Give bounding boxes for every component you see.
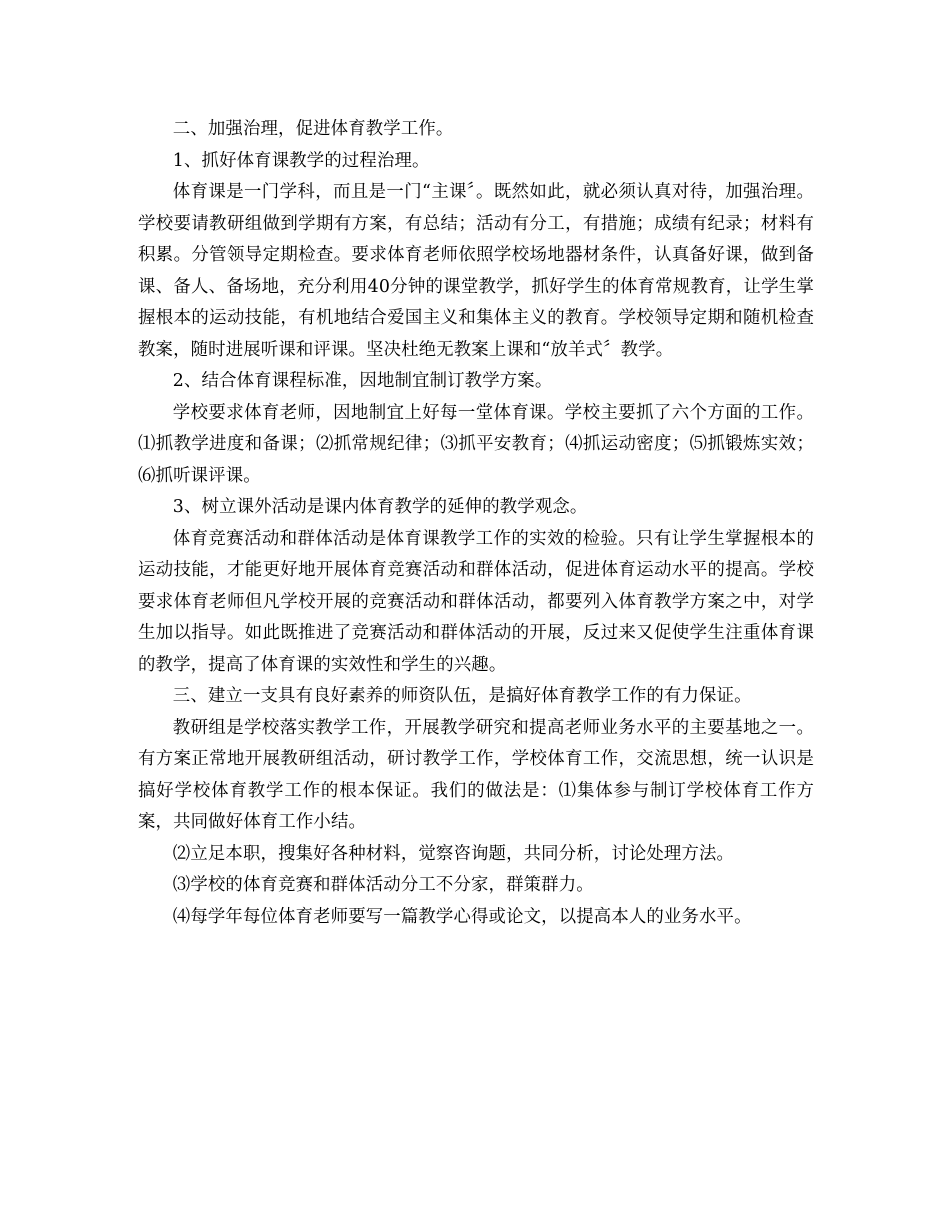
subsection-heading-2: 2、结合体育课程标准，因地制宜制订教学方案。 — [172, 371, 553, 391]
paragraph-six-aspects: 学校要求体育老师，因地制宜上好每一堂体育课。学校主要抓了六个方面的工作。⑴抓教学进度和备课；⑵抓常规纪律；⑶抓平安教育；⑷抓运动密度；⑸抓锻炼实效；⑹抓听课评课。 — [138, 402, 814, 486]
list-item-2: ⑵立足本职，搜集好各种材料，觉察咨询题，共同分析，讨论处理方法。 — [172, 843, 735, 864]
document-body — [138, 114, 814, 933]
subsection-heading-3: 3、树立课外活动是课内体育教学的延伸的教学观念。 — [172, 497, 588, 517]
paragraph-competition-activities: 体育竞赛活动和群体活动是体育课教学工作的实效的检验。只有让学生掌握根本的运动技能，才能更好地开展体育竞赛活动和群体活动，促进体育运动水平的提高。学校要求体育老师但凡学校开展的竞赛活动和群体活动，都要列入体育教学方案之中，对学生加以指导。如此既推进了竞赛活动和群体活动的开展，反过来又促使学生注重体育课的教学，提高了体育课的实效性和学生的兴趣。 — [138, 528, 814, 675]
paragraph-teaching-research-group: 教研组是学校落实教学工作，开展教学研究和提高老师业务水平的主要基地之一。有方案正常地开展教研组活动，研讨教学工作，学校体育工作，交流思想，统一认识是搞好学校体育教学工作的根本保证。我们的做法是：⑴集体参与制订学校体育工作方案，共同做好体育工作小结。 — [138, 717, 814, 832]
list-item-4: ⑷每学年每位体育老师要写一篇教学心得或论文，以提高本人的业务水平。 — [172, 906, 752, 927]
section-heading-3: 三、建立一支具有良好素养的师资队伍，是搞好体育教学工作的有力保证。 — [172, 686, 752, 706]
paragraph-pe-main-course: 体育课是一门学科，而且是一门“主课〞。既然如此，就必须认真对待，加强治理。学校要请教研组做到学期有方案，有总结；活动有分工，有措施；成绩有纪录；材料有积累。分管领导定期检查。要求体育老师依照学校场地器材条件，认真备好课，做到备课、备人、备场地，充分利用40分钟的课堂教学，抓好学生的体育常规教育，让学生掌握根本的运动技能，有机地结合爱国主义和集体主义的教育。学校领导定期和随机检查教案，随时进展听课和评课。坚决杜绝无教案上课和“放羊式〞教学。 — [138, 182, 814, 360]
subsection-heading-1: 1、抓好体育课教学的过程治理。 — [172, 150, 430, 171]
list-item-3: ⑶学校的体育竞赛和群体活动分工不分家，群策群力。 — [172, 875, 594, 895]
section-heading-2: 二、加强治理，促进体育教学工作。 — [172, 119, 454, 139]
